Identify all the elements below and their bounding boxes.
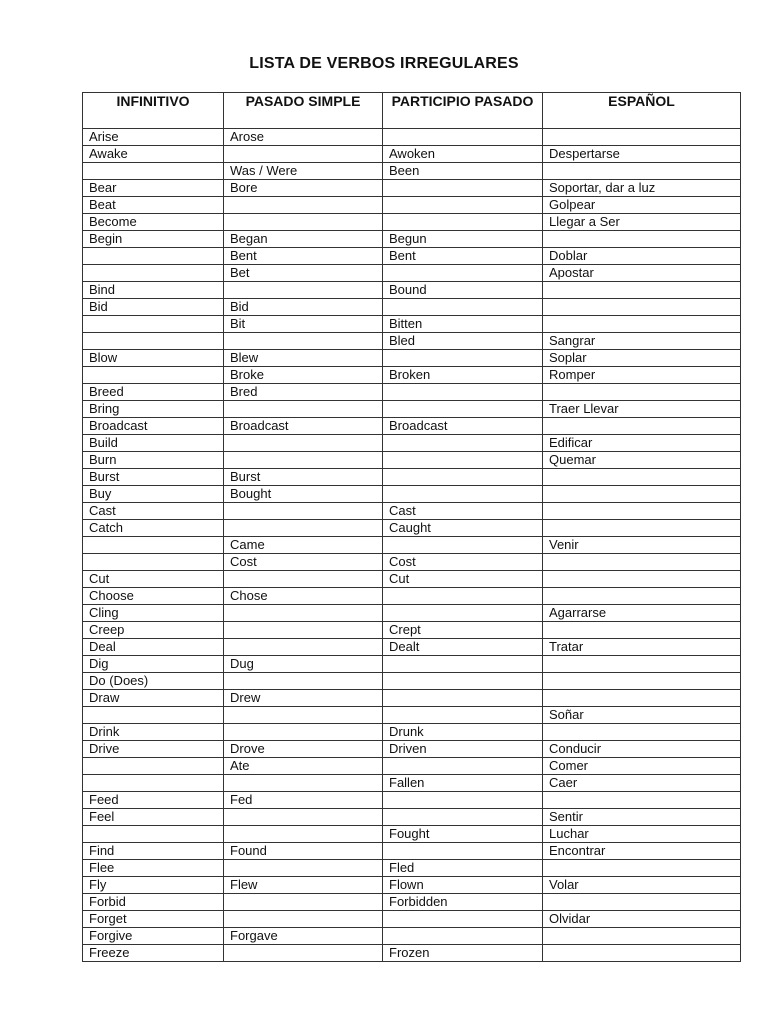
infinitivo-cell: Deal [83, 639, 224, 656]
pasado-simple-cell [224, 775, 383, 792]
espanol-cell [543, 690, 741, 707]
page-title: LISTA DE VERBOS IRREGULARES [249, 55, 519, 72]
pasado-simple-cell [224, 435, 383, 452]
table-row [83, 248, 741, 265]
participio-pasado-cell [383, 401, 543, 418]
participio-pasado-cell [383, 843, 543, 860]
espanol-cell: Romper [543, 367, 741, 384]
participio-pasado-cell [383, 214, 543, 231]
infinitivo-cell: Forget [83, 911, 224, 928]
infinitivo-cell: Flee [83, 860, 224, 877]
pasado-simple-cell: Bid [224, 299, 383, 316]
participio-pasado-cell [383, 469, 543, 486]
participio-pasado-cell [383, 690, 543, 707]
infinitivo-cell: Catch [83, 520, 224, 537]
table-row [83, 214, 741, 231]
participio-pasado-cell: Dealt [383, 639, 543, 656]
espanol-cell [543, 520, 741, 537]
infinitivo-cell: Fly [83, 877, 224, 894]
table-row [83, 265, 741, 282]
pasado-simple-cell: Dug [224, 656, 383, 673]
infinitivo-cell [83, 758, 224, 775]
header-participio-pasado: PARTICIPIO PASADO [383, 93, 543, 129]
table-row [83, 571, 741, 588]
table-row [83, 843, 741, 860]
espanol-cell: Doblar [543, 248, 741, 265]
table-row [83, 690, 741, 707]
participio-pasado-cell: Bitten [383, 316, 543, 333]
participio-pasado-cell [383, 605, 543, 622]
espanol-cell [543, 486, 741, 503]
infinitivo-cell: Broadcast [83, 418, 224, 435]
table-row [83, 503, 741, 520]
table-row [83, 860, 741, 877]
table-row [83, 163, 741, 180]
espanol-cell [543, 129, 741, 146]
espanol-cell: Despertarse [543, 146, 741, 163]
pasado-simple-cell [224, 605, 383, 622]
pasado-simple-cell [224, 401, 383, 418]
infinitivo-cell: Drive [83, 741, 224, 758]
espanol-cell [543, 384, 741, 401]
table-row [83, 231, 741, 248]
table-row [83, 367, 741, 384]
pasado-simple-cell [224, 146, 383, 163]
infinitivo-cell [83, 248, 224, 265]
espanol-cell: Volar [543, 877, 741, 894]
espanol-cell: Golpear [543, 197, 741, 214]
pasado-simple-cell: Bent [224, 248, 383, 265]
espanol-cell: Soportar, dar a luz [543, 180, 741, 197]
participio-pasado-cell [383, 180, 543, 197]
pasado-simple-cell: Bit [224, 316, 383, 333]
pasado-simple-cell: Chose [224, 588, 383, 605]
pasado-simple-cell [224, 282, 383, 299]
participio-pasado-cell [383, 299, 543, 316]
participio-pasado-cell: Frozen [383, 945, 543, 962]
espanol-cell [543, 724, 741, 741]
infinitivo-cell: Awake [83, 146, 224, 163]
pasado-simple-cell: Bred [224, 384, 383, 401]
pasado-simple-cell [224, 724, 383, 741]
table-row [83, 401, 741, 418]
espanol-cell: Tratar [543, 639, 741, 656]
pasado-simple-cell: Broke [224, 367, 383, 384]
pasado-simple-cell [224, 809, 383, 826]
infinitivo-cell: Begin [83, 231, 224, 248]
pasado-simple-cell [224, 894, 383, 911]
infinitivo-cell [83, 163, 224, 180]
participio-pasado-cell: Drunk [383, 724, 543, 741]
table-row [83, 605, 741, 622]
pasado-simple-cell: Found [224, 843, 383, 860]
pasado-simple-cell: Cost [224, 554, 383, 571]
participio-pasado-cell: Fled [383, 860, 543, 877]
participio-pasado-cell: Crept [383, 622, 543, 639]
table-row [83, 792, 741, 809]
espanol-cell: Comer [543, 758, 741, 775]
table-row [83, 809, 741, 826]
participio-pasado-cell: Driven [383, 741, 543, 758]
espanol-cell: Luchar [543, 826, 741, 843]
table-row [83, 928, 741, 945]
pasado-simple-cell: Ate [224, 758, 383, 775]
participio-pasado-cell: Awoken [383, 146, 543, 163]
espanol-cell: Conducir [543, 741, 741, 758]
table-row [83, 775, 741, 792]
table-row [83, 656, 741, 673]
table-row [83, 197, 741, 214]
pasado-simple-cell: Burst [224, 469, 383, 486]
participio-pasado-cell [383, 129, 543, 146]
espanol-cell: Traer Llevar [543, 401, 741, 418]
participio-pasado-cell: Fought [383, 826, 543, 843]
espanol-cell: Sangrar [543, 333, 741, 350]
participio-pasado-cell: Broken [383, 367, 543, 384]
infinitivo-cell: Dig [83, 656, 224, 673]
pasado-simple-cell: Forgave [224, 928, 383, 945]
espanol-cell: Edificar [543, 435, 741, 452]
infinitivo-cell: Drink [83, 724, 224, 741]
participio-pasado-cell: Bled [383, 333, 543, 350]
verbs-table-body [83, 129, 741, 962]
table-row [83, 333, 741, 350]
participio-pasado-cell [383, 197, 543, 214]
pasado-simple-cell [224, 214, 383, 231]
pasado-simple-cell [224, 503, 383, 520]
participio-pasado-cell: Flown [383, 877, 543, 894]
pasado-simple-cell: Began [224, 231, 383, 248]
participio-pasado-cell [383, 537, 543, 554]
participio-pasado-cell: Broadcast [383, 418, 543, 435]
infinitivo-cell: Creep [83, 622, 224, 639]
espanol-cell [543, 792, 741, 809]
table-row [83, 180, 741, 197]
pasado-simple-cell [224, 911, 383, 928]
espanol-cell [543, 588, 741, 605]
table-row [83, 707, 741, 724]
infinitivo-cell [83, 554, 224, 571]
espanol-cell [543, 571, 741, 588]
table-row [83, 826, 741, 843]
espanol-cell: Apostar [543, 265, 741, 282]
pasado-simple-cell: Drew [224, 690, 383, 707]
infinitivo-cell: Choose [83, 588, 224, 605]
infinitivo-cell: Feel [83, 809, 224, 826]
table-row [83, 622, 741, 639]
espanol-cell [543, 163, 741, 180]
infinitivo-cell: Buy [83, 486, 224, 503]
infinitivo-cell: Become [83, 214, 224, 231]
participio-pasado-cell: Cast [383, 503, 543, 520]
espanol-cell [543, 656, 741, 673]
pasado-simple-cell [224, 571, 383, 588]
participio-pasado-cell [383, 792, 543, 809]
infinitivo-cell: Do (Does) [83, 673, 224, 690]
pasado-simple-cell [224, 826, 383, 843]
espanol-cell: Sentir [543, 809, 741, 826]
table-row [83, 758, 741, 775]
espanol-cell [543, 673, 741, 690]
espanol-cell [543, 554, 741, 571]
participio-pasado-cell [383, 707, 543, 724]
infinitivo-cell: Breed [83, 384, 224, 401]
espanol-cell: Soplar [543, 350, 741, 367]
table-row [83, 418, 741, 435]
espanol-cell [543, 418, 741, 435]
espanol-cell: Venir [543, 537, 741, 554]
table-row [83, 452, 741, 469]
header-row [83, 93, 741, 129]
table-row [83, 384, 741, 401]
pasado-simple-cell [224, 197, 383, 214]
table-row [83, 639, 741, 656]
table-row [83, 537, 741, 554]
verbs-table [82, 92, 741, 962]
espanol-cell [543, 231, 741, 248]
participio-pasado-cell: Begun [383, 231, 543, 248]
infinitivo-cell: Bring [83, 401, 224, 418]
table-row [83, 877, 741, 894]
table-row [83, 724, 741, 741]
table-row [83, 469, 741, 486]
infinitivo-cell: Burst [83, 469, 224, 486]
infinitivo-cell: Feed [83, 792, 224, 809]
pasado-simple-cell: Blew [224, 350, 383, 367]
espanol-cell [543, 282, 741, 299]
infinitivo-cell [83, 707, 224, 724]
espanol-cell [543, 894, 741, 911]
table-row [83, 282, 741, 299]
infinitivo-cell [83, 537, 224, 554]
participio-pasado-cell [383, 486, 543, 503]
pasado-simple-cell: Bet [224, 265, 383, 282]
participio-pasado-cell: Been [383, 163, 543, 180]
table-row [83, 673, 741, 690]
pasado-simple-cell [224, 707, 383, 724]
table-row [83, 894, 741, 911]
header-pasado-simple: PASADO SIMPLE [224, 93, 383, 129]
espanol-cell [543, 860, 741, 877]
espanol-cell [543, 299, 741, 316]
espanol-cell: Caer [543, 775, 741, 792]
header-espanol: ESPAÑOL [543, 93, 741, 129]
pasado-simple-cell: Drove [224, 741, 383, 758]
infinitivo-cell: Build [83, 435, 224, 452]
espanol-cell [543, 503, 741, 520]
table-row [83, 554, 741, 571]
espanol-cell [543, 316, 741, 333]
participio-pasado-cell [383, 656, 543, 673]
participio-pasado-cell [383, 435, 543, 452]
espanol-cell [543, 622, 741, 639]
pasado-simple-cell: Came [224, 537, 383, 554]
infinitivo-cell: Freeze [83, 945, 224, 962]
pasado-simple-cell: Was / Were [224, 163, 383, 180]
participio-pasado-cell [383, 928, 543, 945]
table-row [83, 945, 741, 962]
table-row [83, 350, 741, 367]
espanol-cell: Olvidar [543, 911, 741, 928]
infinitivo-cell [83, 826, 224, 843]
pasado-simple-cell [224, 520, 383, 537]
table-row [83, 129, 741, 146]
participio-pasado-cell [383, 588, 543, 605]
espanol-cell: Llegar a Ser [543, 214, 741, 231]
table-row [83, 299, 741, 316]
infinitivo-cell: Forbid [83, 894, 224, 911]
table-row [83, 911, 741, 928]
participio-pasado-cell: Bent [383, 248, 543, 265]
participio-pasado-cell [383, 265, 543, 282]
infinitivo-cell [83, 265, 224, 282]
infinitivo-cell: Bid [83, 299, 224, 316]
infinitivo-cell [83, 367, 224, 384]
pasado-simple-cell: Bought [224, 486, 383, 503]
participio-pasado-cell [383, 673, 543, 690]
table-row [83, 588, 741, 605]
participio-pasado-cell: Fallen [383, 775, 543, 792]
participio-pasado-cell: Forbidden [383, 894, 543, 911]
pasado-simple-cell: Arose [224, 129, 383, 146]
participio-pasado-cell [383, 809, 543, 826]
pasado-simple-cell: Bore [224, 180, 383, 197]
espanol-cell [543, 469, 741, 486]
pasado-simple-cell [224, 860, 383, 877]
espanol-cell: Encontrar [543, 843, 741, 860]
participio-pasado-cell [383, 452, 543, 469]
infinitivo-cell [83, 333, 224, 350]
espanol-cell: Quemar [543, 452, 741, 469]
espanol-cell [543, 945, 741, 962]
espanol-cell [543, 928, 741, 945]
participio-pasado-cell [383, 350, 543, 367]
participio-pasado-cell: Cost [383, 554, 543, 571]
participio-pasado-cell: Caught [383, 520, 543, 537]
infinitivo-cell: Find [83, 843, 224, 860]
table-row [83, 520, 741, 537]
infinitivo-cell: Cling [83, 605, 224, 622]
pasado-simple-cell [224, 945, 383, 962]
infinitivo-cell: Blow [83, 350, 224, 367]
table-row [83, 741, 741, 758]
pasado-simple-cell: Flew [224, 877, 383, 894]
infinitivo-cell: Draw [83, 690, 224, 707]
infinitivo-cell: Arise [83, 129, 224, 146]
participio-pasado-cell: Cut [383, 571, 543, 588]
espanol-cell: Soñar [543, 707, 741, 724]
infinitivo-cell: Bear [83, 180, 224, 197]
infinitivo-cell: Forgive [83, 928, 224, 945]
infinitivo-cell: Cut [83, 571, 224, 588]
table-row [83, 316, 741, 333]
infinitivo-cell: Bind [83, 282, 224, 299]
participio-pasado-cell [383, 758, 543, 775]
table-row [83, 486, 741, 503]
pasado-simple-cell [224, 622, 383, 639]
espanol-cell: Agarrarse [543, 605, 741, 622]
infinitivo-cell: Cast [83, 503, 224, 520]
infinitivo-cell: Beat [83, 197, 224, 214]
infinitivo-cell [83, 316, 224, 333]
table-row [83, 146, 741, 163]
header-infinitivo: INFINITIVO [83, 93, 224, 129]
pasado-simple-cell [224, 639, 383, 656]
pasado-simple-cell [224, 333, 383, 350]
participio-pasado-cell: Bound [383, 282, 543, 299]
participio-pasado-cell [383, 911, 543, 928]
pasado-simple-cell: Fed [224, 792, 383, 809]
infinitivo-cell [83, 775, 224, 792]
participio-pasado-cell [383, 384, 543, 401]
pasado-simple-cell [224, 673, 383, 690]
pasado-simple-cell [224, 452, 383, 469]
table-row [83, 435, 741, 452]
pasado-simple-cell: Broadcast [224, 418, 383, 435]
infinitivo-cell: Burn [83, 452, 224, 469]
